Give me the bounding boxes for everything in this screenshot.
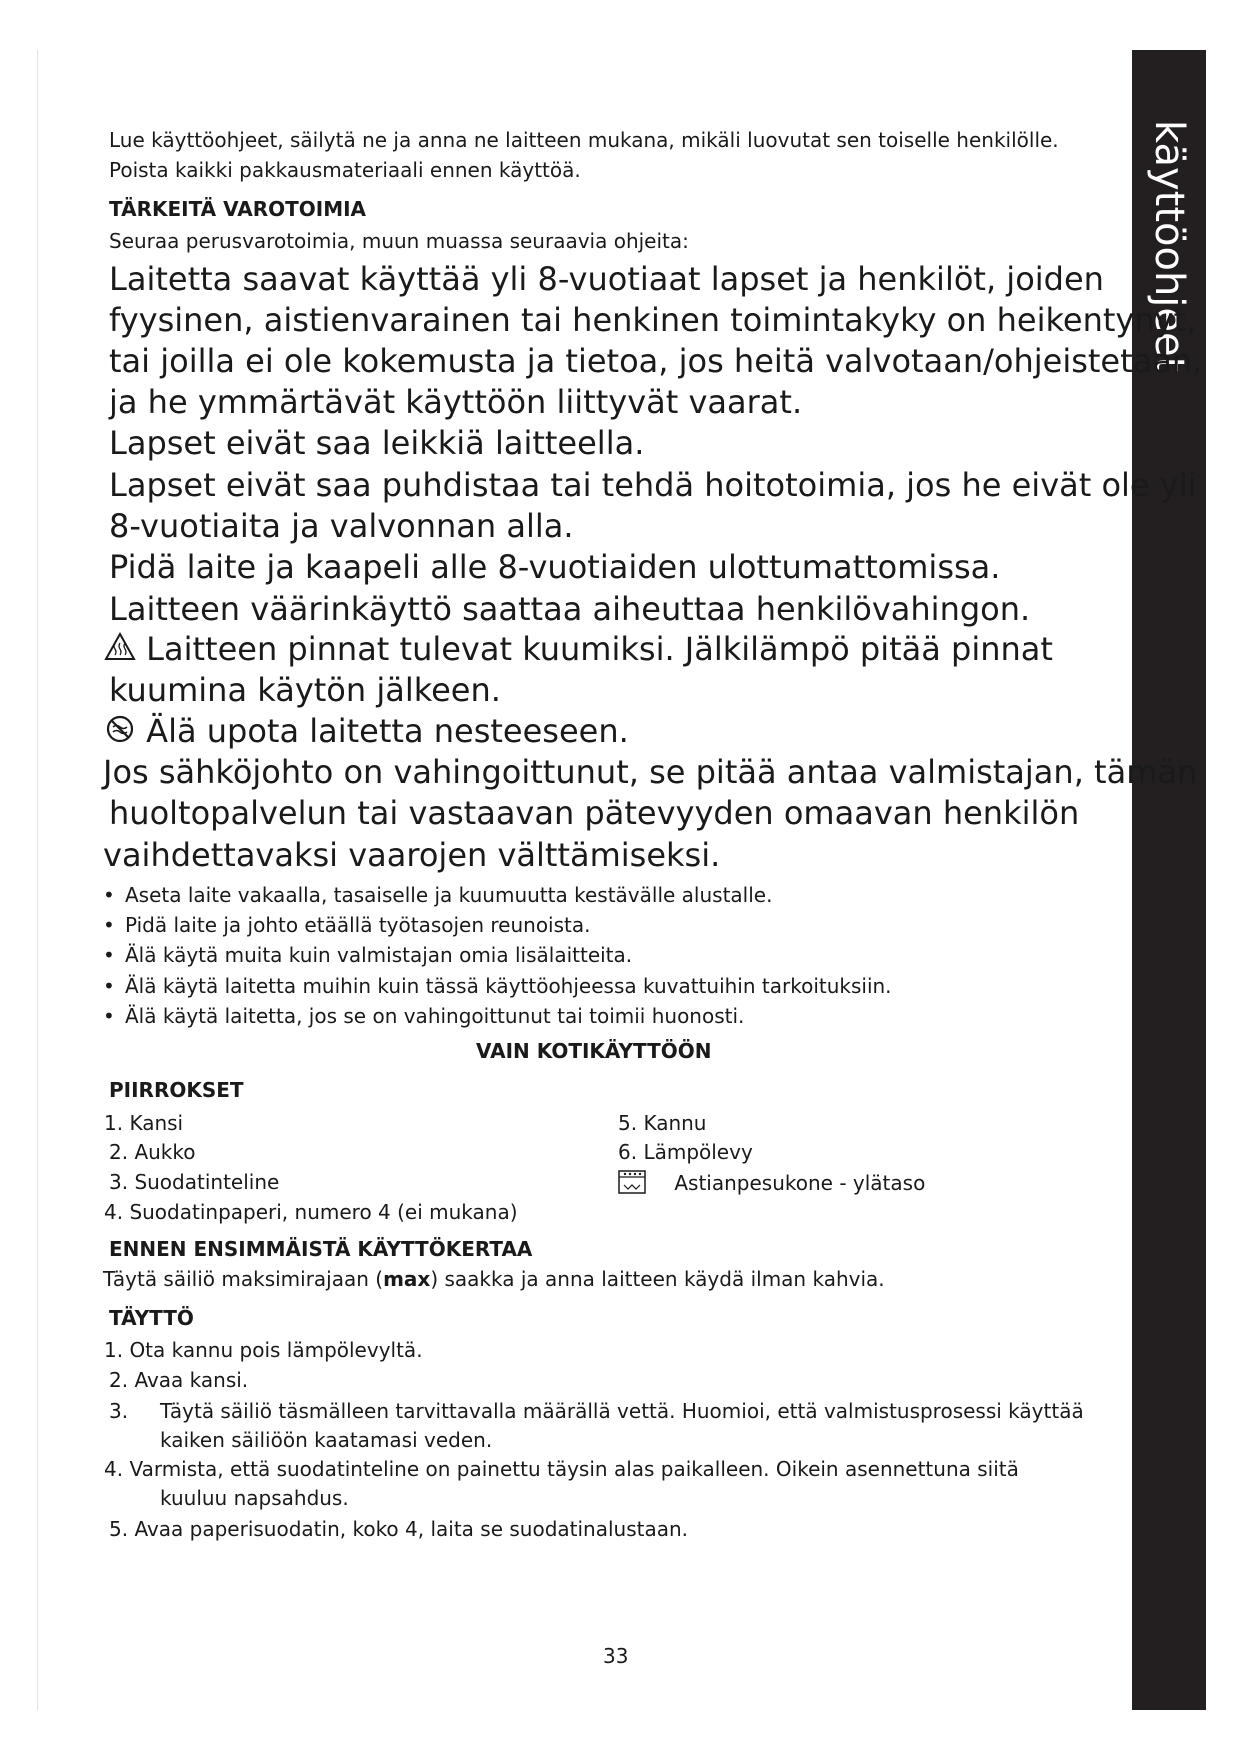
filling-step: Täytä säiliö täsmälleen tarvittavalla määrällä vettä. Huomioi, että valmistusprosessi käyttää — [160, 1399, 1084, 1423]
bullet-item: • Aseta laite vakaalla, tasaiselle ja kuumuutta kestävälle alustalle. — [103, 883, 773, 907]
safety-line-5: Lapset eivät saa leikkiä laitteella. — [109, 424, 645, 462]
hot-surface-warning-icon — [104, 632, 136, 670]
filling-step: 4. Varmista, että suodatinteline on painettu täysin alas paikalleen. Oikein asennettuna siitä — [104, 1457, 1019, 1481]
safety-line-3: tai joilla ei ole kokemusta ja tietoa, jos heitä valvotaan/ohjeistetaan, — [109, 342, 1203, 380]
page-number: 33 — [603, 1644, 629, 1668]
part-item: 1. Kansi — [104, 1111, 184, 1135]
filling-heading: TÄYTTÖ — [109, 1306, 194, 1330]
side-tab — [1132, 50, 1206, 1710]
parts-heading: PIIRROKSET — [109, 1078, 244, 1102]
filling-step: 5. Avaa paperisuodatin, koko 4, laita se suodatinalustaan. — [109, 1517, 689, 1541]
filling-step: 1. Ota kannu pois lämpölevyltä. — [104, 1338, 423, 1362]
cord-line-2: huoltopalvelun tai vastaavan pätevyyden omaavan henkilön — [109, 794, 1080, 832]
household-use-only: VAIN KOTIKÄYTTÖÖN — [476, 1039, 712, 1063]
safety-line-8: Pidä laite ja kaapeli alle 8-vuotiaiden ulottumattomissa. — [109, 548, 1001, 586]
no-immerse-text: Älä upota laitetta nesteeseen. — [146, 712, 629, 750]
dishwasher-icon — [618, 1170, 646, 1199]
safety-line-6: Lapset eivät saa puhdistaa tai tehdä hoitotoimia, jos he eivät ole yli — [109, 466, 1197, 504]
no-immersion-icon — [104, 714, 136, 752]
intro-line-2: Poista kaikki pakkausmateriaali ennen käyttöä. — [109, 158, 581, 182]
safety-line-7: 8-vuotiaita ja valvonnan alla. — [109, 507, 574, 545]
bullet-item: • Älä käytä laitetta, jos se on vahingoittunut tai toimii huonosti. — [103, 1004, 745, 1028]
page-margin-rule — [37, 50, 38, 1710]
bullet-item: • Älä käytä muita kuin valmistajan omia lisälaitteita. — [103, 943, 633, 967]
hot-warning-line-1 — [104, 630, 1053, 670]
cord-line-1: Jos sähköjohto on vahingoittunut, se pitää antaa valmistajan, tämän — [103, 753, 1198, 791]
first-use-text: Täytä säiliö maksimirajaan (max) saakka ja anna laitteen käydä ilman kahvia. — [103, 1267, 885, 1291]
safety-heading: TÄRKEITÄ VAROTOIMIA — [109, 197, 367, 221]
filling-step-continued: kuuluu napsahdus. — [160, 1486, 349, 1510]
bullet-item: • Älä käytä laitetta muihin kuin tässä käyttöohjeessa kuvattuihin tarkoituksiin. — [103, 974, 892, 998]
safety-line-9: Laitteen väärinkäyttö saattaa aiheuttaa henkilövahingon. — [109, 590, 1031, 628]
part-item: 4. Suodatinpaperi, numero 4 (ei mukana) — [104, 1200, 518, 1224]
filling-step: 2. Avaa kansi. — [109, 1368, 249, 1392]
part-item: 2. Aukko — [109, 1140, 196, 1164]
dishwasher-label: Astianpesukone - ylätaso — [674, 1171, 926, 1195]
safety-line-1: Laitetta saavat käyttää yli 8-vuotiaat lapset ja henkilöt, joiden — [109, 260, 1104, 298]
no-immerse-line — [104, 712, 629, 752]
intro-line-1: Lue käyttöohjeet, säilytä ne ja anna ne laitteen mukana, mikäli luovutat sen toiselle henkilölle. — [109, 128, 1059, 152]
first-use-heading: ENNEN ENSIMMÄISTÄ KÄYTTÖKERTAA — [109, 1237, 533, 1261]
cord-line-3: vaihdettavaksi vaarojen välttämiseksi. — [103, 836, 721, 874]
safety-subtitle: Seuraa perusvarotoimia, muun muassa seuraavia ohjeita: — [109, 229, 689, 253]
part-item: 6. Lämpölevy — [618, 1140, 753, 1164]
filling-step-continued: kaiken säiliöön kaatamasi veden. — [160, 1428, 493, 1452]
part-item: 3. Suodatinteline — [109, 1170, 280, 1194]
hot-warning-text: Laitteen pinnat tulevat kuumiksi. Jälkilämpö pitää pinnat — [146, 630, 1053, 668]
part-item: 5. Kannu — [618, 1111, 707, 1135]
safety-line-4: ja he ymmärtävät käyttöön liittyvät vaarat. — [109, 383, 803, 421]
bullet-item: • Pidä laite ja johto etäällä työtasojen reunoista. — [103, 913, 591, 937]
hot-warning-line-2: kuumina käytön jälkeen. — [109, 671, 501, 709]
dishwasher-row — [618, 1170, 925, 1199]
side-tab-label: käyttöohjeet — [1146, 120, 1192, 373]
filling-step-number: 3. — [109, 1399, 129, 1423]
safety-line-2: fyysinen, aistienvarainen tai henkinen toimintakyky on heikentynyt, — [109, 301, 1197, 339]
